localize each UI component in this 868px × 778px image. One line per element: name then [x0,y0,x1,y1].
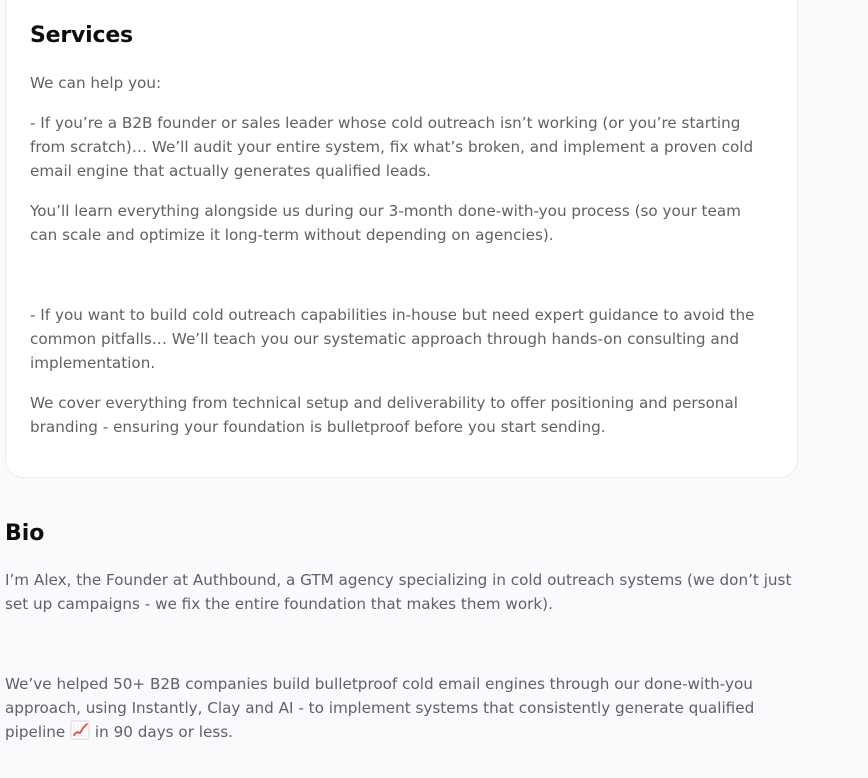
services-title: Services [30,23,133,48]
services-card [5,0,798,478]
chart-increasing-icon [70,720,90,747]
services-intro: We can help you: [30,74,162,92]
bio-title: Bio [5,521,45,546]
bio-paragraph-2-end: in 90 days or less. [90,723,234,741]
services-paragraph-4: We cover everything from technical setup and deliverability to offer positioning and personal branding - ensuring your foundation is bulletproof before you start sending. [30,394,738,436]
services-paragraph-3: - If you want to build cold outreach capabilities in-house but need expert guidance to avoid the common pitfalls… We’ll teach you our systematic approach through hands-on consulting and implementation. [30,306,755,372]
bio-paragraph-2-text: We’ve helped 50+ B2B companies build bulletproof cold email engines through our done-with-you approach, using Instantly, Clay and AI - to implement systems that consistently generate qualified pipeline [5,675,755,741]
bio-paragraph-2 [5,672,805,747]
bio-paragraph-1: I’m Alex, the Founder at Authbound, a GTM agency specializing in cold outreach systems (we don’t just set up campaigns - we fix the entire foundation that makes them work). [5,571,792,613]
services-paragraph-2: You’ll learn everything alongside us during our 3-month done-with-you process (so your team can scale and optimize it long-term without depending on agencies). [30,202,741,244]
services-paragraph-1: - If you’re a B2B founder or sales leader whose cold outreach isn’t working (or you’re starting from scratch)… We’ll audit your entire system, fix what’s broken, and implement a proven cold email engine that actually generates qualified leads. [30,114,754,180]
